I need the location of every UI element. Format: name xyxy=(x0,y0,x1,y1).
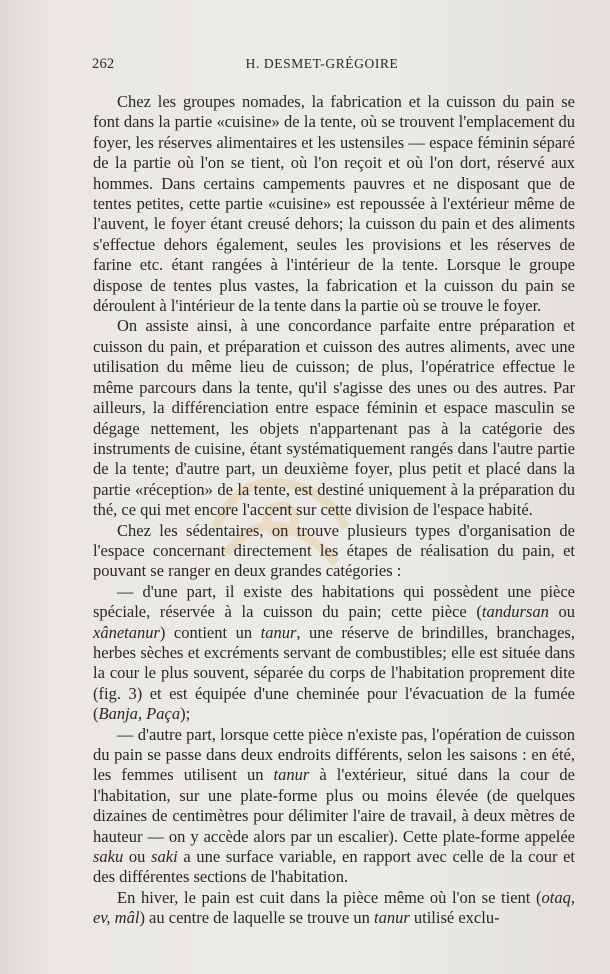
paragraph xyxy=(93,521,575,582)
italic-term: tanur xyxy=(273,765,310,785)
text-run: utilisé exclu- xyxy=(409,908,500,928)
text-run: — d'autre part, lorsque cette pièce n'existe pas, l'opération de cuisson du pain se passe dans deux endroits différents, selon les saisons : en été, les femmes utilisent un xyxy=(93,724,575,785)
body-text xyxy=(93,92,575,929)
paragraph xyxy=(93,725,575,888)
italic-term: tanur xyxy=(374,908,410,928)
text-run: ) contient un xyxy=(159,622,261,642)
italic-term: tandursan xyxy=(481,602,549,622)
italic-term: tanur xyxy=(260,622,297,642)
text-run: ); xyxy=(180,704,191,724)
text-run: On assiste ainsi, à une concordance parfaite entre préparation et cuisson du pain, et préparation et cuisson des autres aliments, avec une utilisation du même lieu de cuisson; de plus, l'opératrice effectue le même parcours dans la tente, qu'il s'agisse des unes ou des autres. Par ailleurs, la différenciation entre espace féminin et espace masculin se dégage nettement, les objets n'appartenant pas à la catégorie des instruments de cuisine, étant systématiquement rangés dans l'autre partie de la tente; d'autre part, un deuxième foyer, plus petit et placé dans la partie «réception» de la tente, est destiné uniquement à la préparation du thé, ce qui met encore l'accent sur cette division de l'espace habité. xyxy=(93,316,575,520)
text-run: , une réserve de brindilles, branchages, herbes sèches et excréments servant de combustibles; elle est située dans la cour le plus souvent, séparée du corps de l'habitation proprement dite (fig. 3) et est équipée d'une cheminée pour l'évacuation de la fumée ( xyxy=(93,622,575,724)
page-number: 262 xyxy=(92,56,115,72)
paragraph xyxy=(93,888,575,929)
italic-term: otaq, ev, mâl xyxy=(93,887,575,928)
text-run: a une surface variable, en rapport avec celle de la cour et des différentes sections de l'habitation. xyxy=(93,847,576,887)
italic-term: saku xyxy=(93,847,124,867)
text-run: Chez les groupes nomades, la fabrication et la cuisson du pain se font dans la partie «cuisine» de la tente, où se trouvent l'emplacement du foyer, les réserves alimentaires et les ustensiles — espace féminin séparé de la partie où l'on se tient, où l'on reçoit et où l'on dort, réservé aux hommes. Dans certains campements pauvres et ne disposant que de tentes petites, cette partie «cuisine» est repoussée à l'extérieur même de l'auvent, le foyer étant creusé dehors; la cuisson du pain et des aliments s'effectue dehors également, seules les provisions et les réserves de farine etc. étant rangées à l'intérieur de la tente. Lorsque le groupe dispose de tentes plus vastes, la fabrication et la cuisson du pain se déroulent à l'intérieur de la tente dans la partie où se trouve le foyer. xyxy=(93,92,575,316)
paragraph xyxy=(93,316,575,520)
paragraph xyxy=(93,582,575,725)
italic-term: Banja, Paça xyxy=(98,704,181,724)
text-run: à l'extérieur, situé dans la cour de l'habitation, sur une plate-forme plus ou moins élevée (de quelques dizaines de centimètres pour délimiter l'aire de travail, à deux mètres de hauteur — on y accède alors par un escalier). Cette plate-forme appelée xyxy=(93,765,575,846)
text-run: Chez les sédentaires, on trouve plusieurs types d'organisation de l'espace concernant directement les étapes de réalisation du pain, et pouvant se ranger en deux grandes catégories : xyxy=(93,520,575,581)
italic-term: saki xyxy=(151,847,178,867)
text-run: ) au centre de laquelle se trouve un xyxy=(139,908,374,928)
text-run: En hiver, le pain est cuit dans la pièce même où l'on se tient ( xyxy=(117,887,542,907)
text-run: ou xyxy=(123,847,152,867)
text-run: — d'une part, il existe des habitations qui possèdent une pièce spéciale, réservée à la cuisson du pain; cette pièce ( xyxy=(93,581,575,622)
paragraph xyxy=(93,92,575,316)
page-header xyxy=(92,56,552,76)
running-head: H. DESMET-GRÉGOIRE xyxy=(245,56,399,71)
italic-term: xânetanur xyxy=(93,622,160,642)
text-run: ou xyxy=(548,602,576,622)
